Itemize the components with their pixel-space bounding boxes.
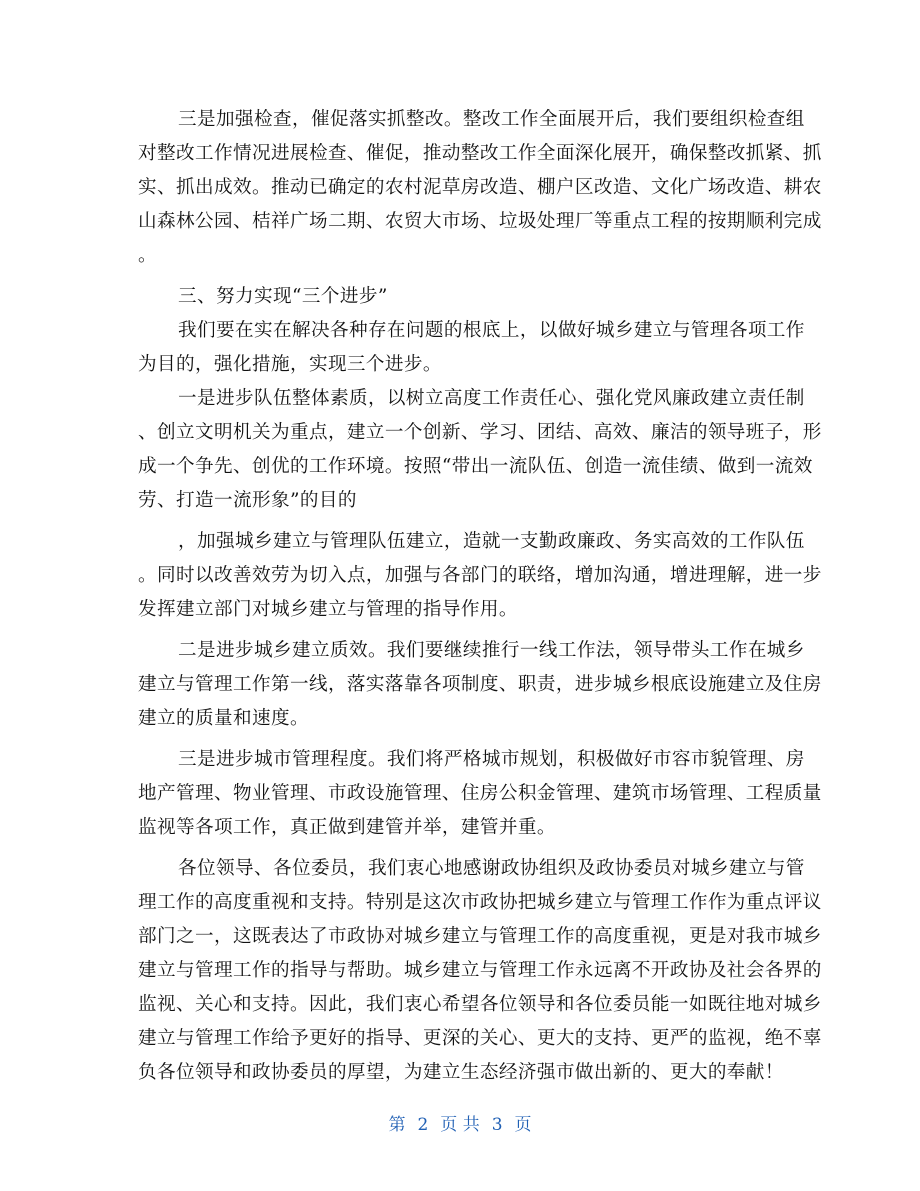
paragraph-line: ，加强城乡建立与管理队伍建立，造就一支勤政廉政、务实高效的工作队伍 bbox=[178, 531, 805, 552]
paragraph-line: 各位领导、各位委员，我们衷心地感谢政协组织及政协委员对城乡建立与管 bbox=[178, 858, 805, 879]
paragraph-line: 劳、打造一流形象”的目的 bbox=[138, 490, 357, 511]
paragraph-line: 监视、关心和支持。因此，我们衷心希望各位领导和各位委员能一如既往地对城乡 bbox=[138, 994, 822, 1015]
paragraph-line: 发挥建立部门对城乡建立与管理的指导作用。 bbox=[138, 599, 518, 620]
paragraph-line: 、创立文明机关为重点，建立一个创新、学习、团结、高效、廉洁的领导班子，形 bbox=[138, 422, 822, 443]
paragraph-line: 理工作的高度重视和支持。特别是这次市政协把城乡建立与管理工作作为重点评议 bbox=[138, 892, 822, 913]
paragraph-line: 。同时以改善效劳为切入点，加强与各部门的联络，增加沟通，增进理解，进一步 bbox=[138, 565, 822, 586]
paragraph-line: 三是加强检查，催促落实抓整改。整改工作全面展开后，我们要组织检查组 bbox=[178, 109, 805, 130]
paragraph-line: 建立与管理工作第一线，落实落靠各项制度、职责，进步城乡根底设施建立及住房 bbox=[138, 674, 822, 695]
paragraph-line: 一是进步队伍整体素质，以树立高度工作责任心、强化党风廉政建立责任制 bbox=[178, 388, 805, 409]
total-pages-number: 3 bbox=[491, 1115, 503, 1135]
page-label-suffix: 页 bbox=[514, 1115, 532, 1135]
page-label-prefix: 第 bbox=[388, 1115, 406, 1135]
page-number-footer bbox=[0, 1114, 920, 1136]
paragraph-line: 为目的，强化措施，实现三个进步。 bbox=[138, 354, 442, 375]
paragraph-line: 三是进步城市管理程度。我们将严格城市规划，积极做好市容市貌管理、房 bbox=[178, 749, 805, 770]
paragraph-line: 二是进步城乡建立质效。我们要继续推行一线工作法，领导带头工作在城乡 bbox=[178, 640, 805, 661]
paragraph-line: 对整改工作情况进展检查、催促，推动整改工作全面深化展开，确保整改抓紧、抓 bbox=[138, 143, 822, 164]
page-label-middle: 页 共 bbox=[440, 1115, 480, 1135]
paragraph-line: 建立与管理工作给予更好的指导、更深的关心、更大的支持、更严的监视，绝不辜 bbox=[138, 1028, 822, 1049]
paragraph-line: 监视等各项工作，真正做到建管并举，建管并重。 bbox=[138, 817, 556, 838]
paragraph-line: 山森林公园、桔祥广场二期、农贸大市场、垃圾处理厂等重点工程的按期顺利完成 bbox=[138, 211, 822, 232]
current-page-number: 2 bbox=[417, 1115, 429, 1135]
paragraph-line: 成一个争先、创优的工作环境。按照“带出一流队伍、创造一流佳绩、做到一流效 bbox=[138, 456, 813, 477]
paragraph-line: 部门之一，这既表达了市政协对城乡建立与管理工作的高度重视，更是对我市城乡 bbox=[138, 926, 822, 947]
paragraph-line: 负各位领导和政协委员的厚望，为建立生态经济强市做出新的、更大的奉献！ bbox=[138, 1062, 784, 1083]
paragraph-line: 。 bbox=[138, 245, 157, 266]
paragraph-line: 建立与管理工作的指导与帮助。城乡建立与管理工作永远离不开政协及社会各界的 bbox=[138, 960, 822, 981]
paragraph-line: 地产管理、物业管理、市政设施管理、住房公积金管理、建筑市场管理、工程质量 bbox=[138, 783, 822, 804]
paragraph-line: 建立的质量和速度。 bbox=[138, 708, 309, 729]
paragraph-line: 我们要在实在解决各种存在问题的根底上，以做好城乡建立与管理各项工作 bbox=[178, 320, 805, 341]
paragraph-line: 实、抓出成效。推动已确定的农村泥草房改造、棚户区改造、文化广场改造、耕农 bbox=[138, 177, 822, 198]
section-heading: 三、努力实现“三个进步” bbox=[178, 286, 388, 307]
